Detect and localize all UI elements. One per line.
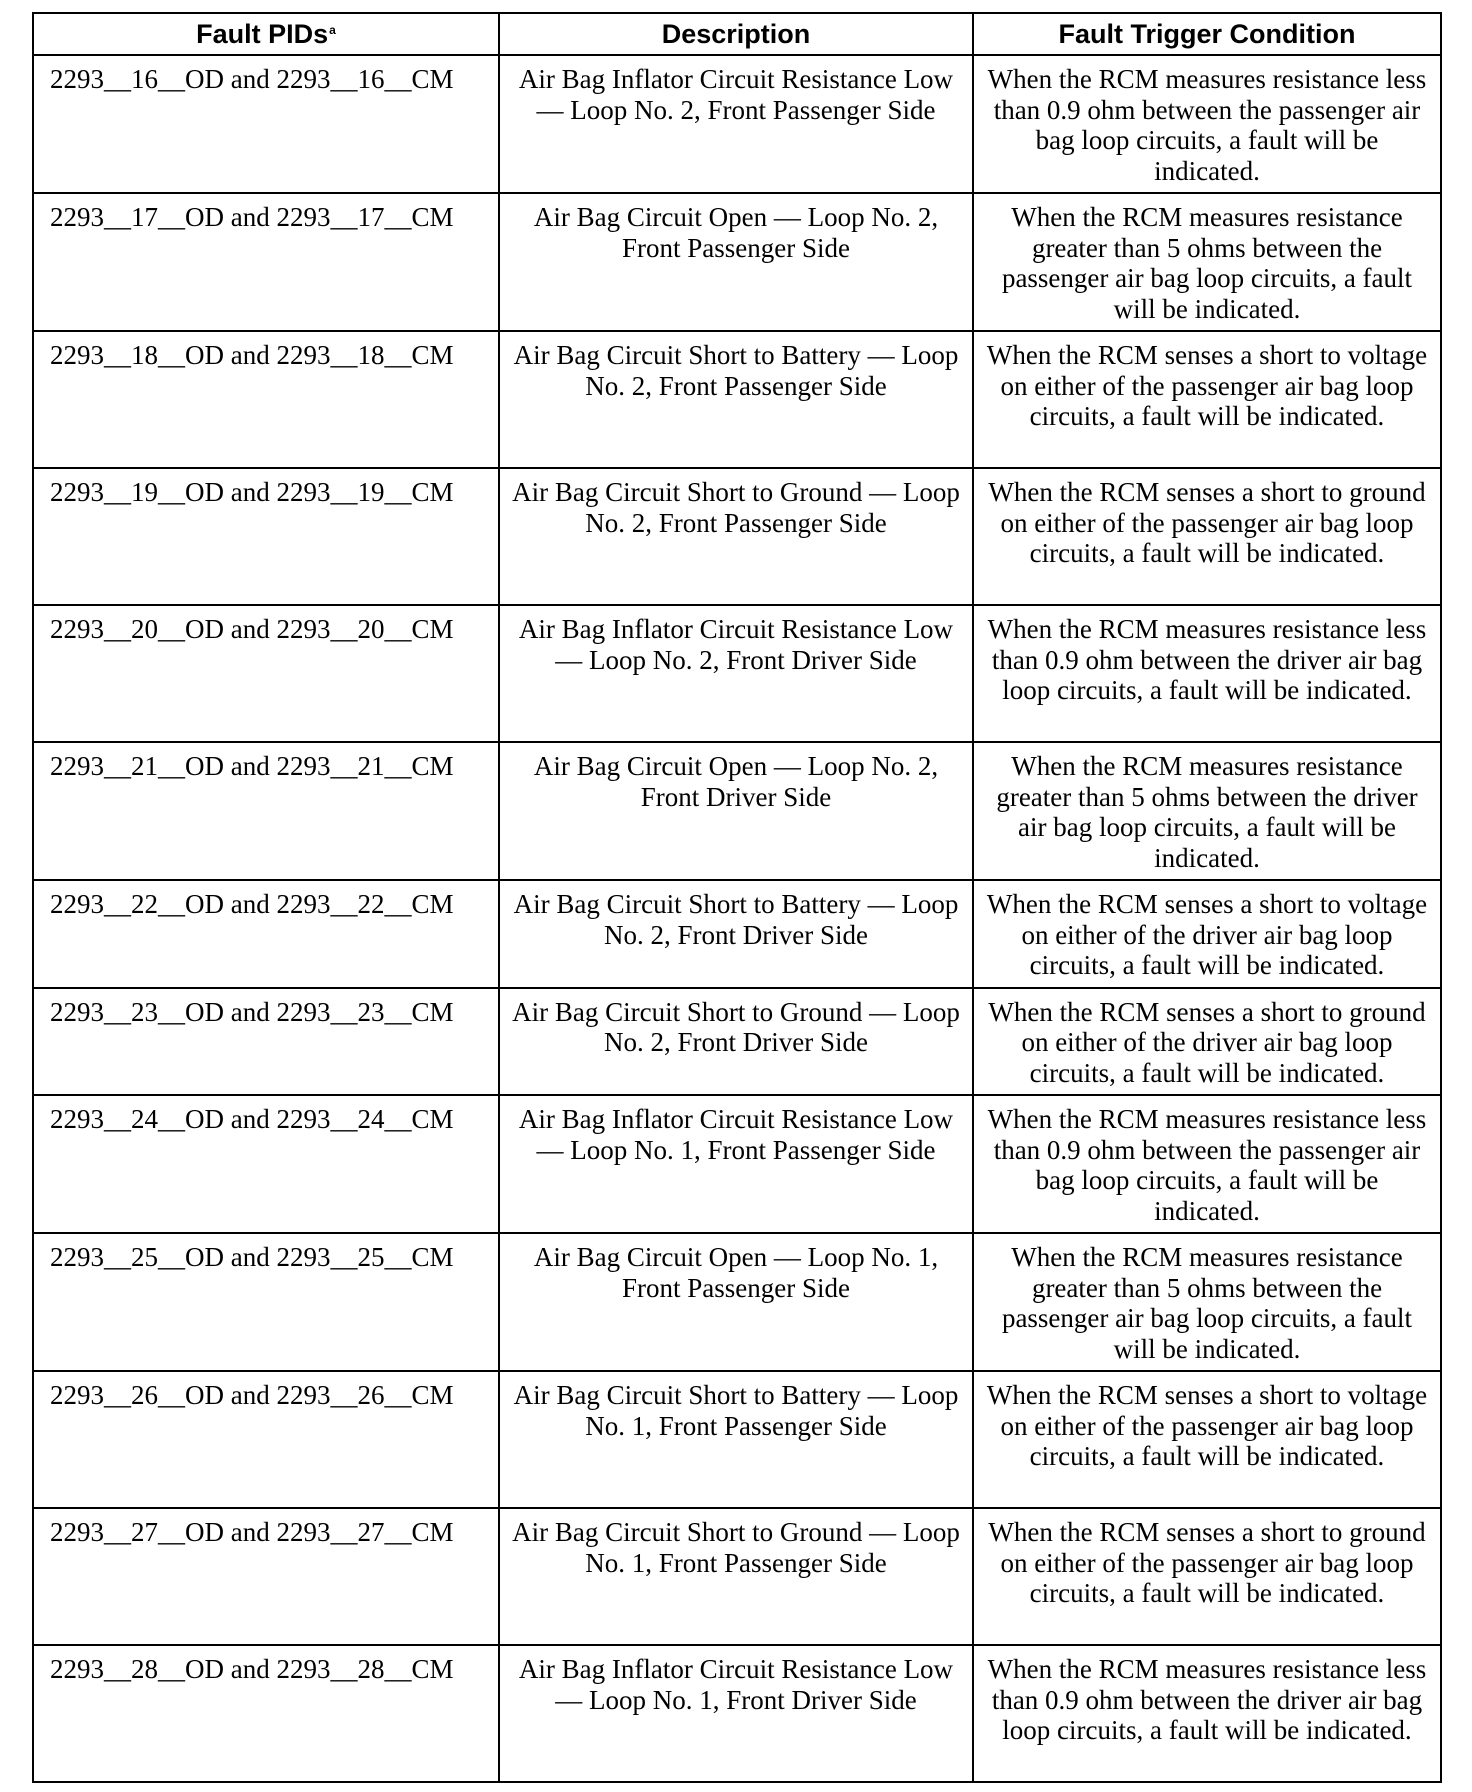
- trigger-condition-cell: When the RCM senses a short to ground on either of the passenger air bag loop circuits, a fault will be indicated.: [973, 1508, 1441, 1645]
- fault-pid-table: [32, 12, 1442, 1783]
- trigger-condition-cell: When the RCM senses a short to voltage on either of the passenger air bag loop circuits, a fault will be indicated.: [973, 331, 1441, 468]
- fault-pid-cell: 2293__17__OD and 2293__17__CM: [33, 193, 499, 331]
- trigger-condition-cell: When the RCM measures resistance greater than 5 ohms between the driver air bag loop circuits, a fault will be indicated.: [973, 742, 1441, 880]
- description-cell: Air Bag Circuit Short to Battery — Loop No. 1, Front Passenger Side: [499, 1371, 973, 1508]
- table-row: [33, 193, 1441, 331]
- fault-pid-cell: 2293__16__OD and 2293__16__CM: [33, 55, 499, 193]
- table-row: [33, 55, 1441, 193]
- header-fault-trigger-condition: Fault Trigger Condition: [973, 13, 1441, 55]
- description-cell: Air Bag Circuit Open — Loop No. 2, Front Driver Side: [499, 742, 973, 880]
- table-row: [33, 1508, 1441, 1645]
- fault-pid-cell: 2293__28__OD and 2293__28__CM: [33, 1645, 499, 1782]
- description-cell: Air Bag Circuit Short to Ground — Loop No. 2, Front Driver Side: [499, 988, 973, 1096]
- description-cell: Air Bag Inflator Circuit Resistance Low — Loop No. 1, Front Passenger Side: [499, 1095, 973, 1233]
- fault-pid-cell: 2293__27__OD and 2293__27__CM: [33, 1508, 499, 1645]
- description-cell: Air Bag Circuit Short to Ground — Loop No. 1, Front Passenger Side: [499, 1508, 973, 1645]
- trigger-condition-cell: When the RCM measures resistance less than 0.9 ohm between the passenger air bag loop circuits, a fault will be indicated.: [973, 55, 1441, 193]
- description-cell: Air Bag Circuit Short to Battery — Loop No. 2, Front Driver Side: [499, 880, 973, 988]
- table-row: [33, 468, 1441, 605]
- fault-pid-cell: 2293__18__OD and 2293__18__CM: [33, 331, 499, 468]
- footnote-marker: a: [329, 22, 336, 37]
- header-description: Description: [499, 13, 973, 55]
- table-row: [33, 988, 1441, 1096]
- table-row: [33, 880, 1441, 988]
- description-cell: Air Bag Circuit Short to Ground — Loop No. 2, Front Passenger Side: [499, 468, 973, 605]
- trigger-condition-cell: When the RCM measures resistance less than 0.9 ohm between the driver air bag loop circuits, a fault will be indicated.: [973, 605, 1441, 742]
- description-cell: Air Bag Inflator Circuit Resistance Low — Loop No. 1, Front Driver Side: [499, 1645, 973, 1782]
- fault-pid-cell: 2293__24__OD and 2293__24__CM: [33, 1095, 499, 1233]
- description-cell: Air Bag Inflator Circuit Resistance Low — Loop No. 2, Front Passenger Side: [499, 55, 973, 193]
- trigger-condition-cell: When the RCM measures resistance less than 0.9 ohm between the driver air bag loop circuits, a fault will be indicated.: [973, 1645, 1441, 1782]
- table-row: [33, 331, 1441, 468]
- description-cell: Air Bag Circuit Open — Loop No. 1, Front Passenger Side: [499, 1233, 973, 1371]
- trigger-condition-cell: When the RCM measures resistance greater than 5 ohms between the passenger air bag loop circuits, a fault will be indicated.: [973, 193, 1441, 331]
- table-row: [33, 1233, 1441, 1371]
- description-cell: Air Bag Inflator Circuit Resistance Low — Loop No. 2, Front Driver Side: [499, 605, 973, 742]
- fault-pid-cell: 2293__19__OD and 2293__19__CM: [33, 468, 499, 605]
- description-cell: Air Bag Circuit Open — Loop No. 2, Front Passenger Side: [499, 193, 973, 331]
- fault-pid-cell: 2293__23__OD and 2293__23__CM: [33, 988, 499, 1096]
- header-fault-pids-label: Fault PIDs: [196, 18, 329, 49]
- table-header-row: [33, 13, 1441, 55]
- trigger-condition-cell: When the RCM measures resistance less than 0.9 ohm between the passenger air bag loop circuits, a fault will be indicated.: [973, 1095, 1441, 1233]
- fault-pid-cell: 2293__26__OD and 2293__26__CM: [33, 1371, 499, 1508]
- fault-pid-cell: 2293__22__OD and 2293__22__CM: [33, 880, 499, 988]
- trigger-condition-cell: When the RCM senses a short to ground on either of the passenger air bag loop circuits, a fault will be indicated.: [973, 468, 1441, 605]
- table-row: [33, 1645, 1441, 1782]
- table-row: [33, 742, 1441, 880]
- fault-pid-cell: 2293__25__OD and 2293__25__CM: [33, 1233, 499, 1371]
- table-row: [33, 1095, 1441, 1233]
- table-row: [33, 605, 1441, 742]
- trigger-condition-cell: When the RCM measures resistance greater than 5 ohms between the passenger air bag loop circuits, a fault will be indicated.: [973, 1233, 1441, 1371]
- trigger-condition-cell: When the RCM senses a short to voltage on either of the driver air bag loop circuits, a fault will be indicated.: [973, 880, 1441, 988]
- trigger-condition-cell: When the RCM senses a short to ground on either of the driver air bag loop circuits, a fault will be indicated.: [973, 988, 1441, 1096]
- description-cell: Air Bag Circuit Short to Battery — Loop No. 2, Front Passenger Side: [499, 331, 973, 468]
- table-row: [33, 1371, 1441, 1508]
- fault-pid-cell: 2293__21__OD and 2293__21__CM: [33, 742, 499, 880]
- fault-pid-cell: 2293__20__OD and 2293__20__CM: [33, 605, 499, 742]
- header-fault-pids: [33, 13, 499, 55]
- trigger-condition-cell: When the RCM senses a short to voltage on either of the passenger air bag loop circuits, a fault will be indicated.: [973, 1371, 1441, 1508]
